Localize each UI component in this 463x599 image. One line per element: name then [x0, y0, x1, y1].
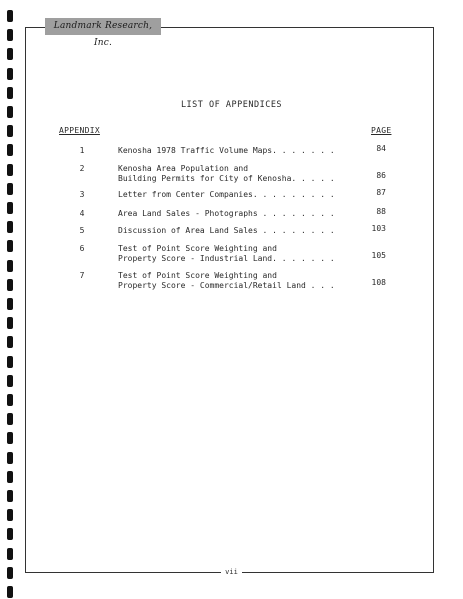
- entry-number: 7: [79, 271, 85, 280]
- company-logo: Landmark Research, Inc.: [45, 18, 161, 35]
- binder-hole: [7, 125, 13, 137]
- entry-title: Letter from Center Companies. . . . . . . . .: [118, 190, 335, 199]
- binder-hole: [7, 375, 13, 387]
- binder-hole: [7, 471, 13, 483]
- binder-hole: [7, 29, 13, 41]
- page-number: [0, 568, 463, 576]
- binder-hole: [7, 279, 13, 291]
- entry-title: Kenosha 1978 Traffic Volume Maps. . . . . . .: [118, 146, 335, 155]
- entry-title-line-1: Test of Point Score Weighting and: [118, 244, 277, 253]
- entry-number: 1: [79, 146, 85, 155]
- entry-page: 88: [376, 207, 386, 216]
- entry-title: Discussion of Area Land Sales . . . . . . . .: [118, 226, 335, 235]
- binder-hole: [7, 298, 13, 310]
- binder-hole: [7, 432, 13, 444]
- appendix-column-header: APPENDIX: [59, 126, 100, 135]
- binder-hole: [7, 394, 13, 406]
- entry-number: 5: [79, 226, 85, 235]
- page-column-header: PAGE: [371, 126, 392, 135]
- binder-hole: [7, 183, 13, 195]
- entry-page: 105: [371, 251, 386, 260]
- binder-hole: [7, 260, 13, 272]
- binder-hole: [7, 356, 13, 368]
- entry-page: 87: [376, 188, 386, 197]
- entry-number: 3: [79, 190, 85, 199]
- binder-hole: [7, 48, 13, 60]
- entry-page: 86: [376, 171, 386, 180]
- entry-title-line-1: Test of Point Score Weighting and: [118, 271, 277, 280]
- binder-holes: [7, 0, 15, 599]
- binder-hole: [7, 586, 13, 598]
- entry-number: 6: [79, 244, 85, 253]
- entry-number: 2: [79, 164, 85, 173]
- binder-hole: [7, 528, 13, 540]
- entry-title-line-2: Building Permits for City of Kenosha. . . . .: [118, 174, 335, 183]
- binder-hole: [7, 202, 13, 214]
- binder-hole: [7, 548, 13, 560]
- entry-title: Area Land Sales - Photographs . . . . . . . .: [118, 209, 335, 218]
- binder-hole: [7, 336, 13, 348]
- binder-hole: [7, 87, 13, 99]
- binder-hole: [7, 490, 13, 502]
- binder-hole: [7, 164, 13, 176]
- entry-title-line-2: Property Score - Industrial Land. . . . . . .: [118, 254, 335, 263]
- binder-hole: [7, 68, 13, 80]
- entry-page: 103: [371, 224, 386, 233]
- binder-hole: [7, 240, 13, 252]
- binder-hole: [7, 10, 13, 22]
- binder-hole: [7, 221, 13, 233]
- entry-number: 4: [79, 209, 85, 218]
- entry-title-line-2: Property Score - Commercial/Retail Land . . .: [118, 281, 335, 290]
- page-title: LIST OF APPENDICES: [180, 100, 283, 110]
- entry-title-line-1: Kenosha Area Population and: [118, 164, 249, 173]
- binder-hole: [7, 144, 13, 156]
- binder-hole: [7, 452, 13, 464]
- entry-page: 84: [376, 144, 386, 153]
- entry-page: 108: [371, 278, 386, 287]
- binder-hole: [7, 509, 13, 521]
- binder-hole: [7, 413, 13, 425]
- binder-hole: [7, 317, 13, 329]
- page-number-text: vii: [221, 568, 242, 576]
